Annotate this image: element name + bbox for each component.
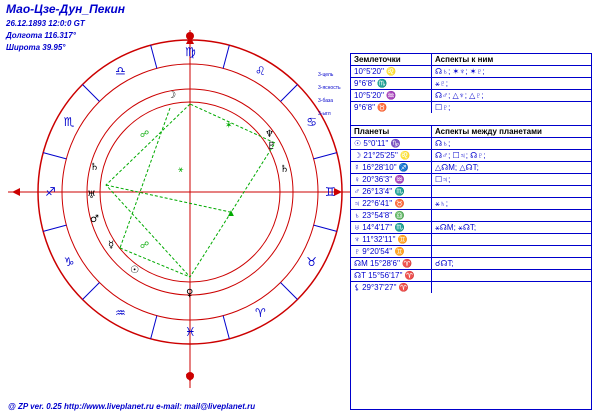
table-row: ♄ 23°54'8'' ♎ — [351, 209, 591, 221]
planets-header: Планеты Аспекты между планетами — [351, 125, 591, 137]
table-row: 9°6'8'' ♏ ⚹♇; — [351, 77, 591, 89]
svg-text:☽: ☽ — [167, 90, 176, 101]
zodiac-glyph: ♐ — [45, 185, 56, 199]
svg-text:☉: ☉ — [130, 265, 139, 276]
footer-text: @ ZP ver. 0.25 http://www.liveplanet.ru e-mail: mail@liveplanet.ru — [8, 402, 256, 411]
wheel-label: 3-ыгл — [318, 111, 331, 117]
svg-text:▲: ▲ — [226, 208, 236, 219]
table-row: ♇ 9°20'54'' ♊ — [351, 245, 591, 257]
zodiac-glyph: ♋ — [306, 115, 318, 129]
zodiac-glyph: ♒ — [115, 306, 126, 321]
longitude-text: Долгота 116.317° — [6, 31, 76, 40]
svg-text:☍: ☍ — [140, 129, 150, 139]
svg-text:♅: ♅ — [87, 190, 96, 201]
wheel-label: 3-цель — [318, 72, 334, 78]
earth-points-header: Землеточки Аспекты к ним — [351, 53, 591, 65]
table-row: ♃ 22°6'41'' ♉ ⚹♄; — [351, 197, 591, 209]
zodiac-glyph: ♑ — [63, 255, 75, 269]
asc-arrow-icon — [12, 188, 20, 196]
zodiac-glyph: ♊ — [325, 185, 336, 199]
aspect-tables — [350, 53, 592, 410]
table-row: ♂ 26°13'4'' ♏ — [351, 185, 591, 197]
table-row: ♀ 20°36'3'' ♒ ☐♃; — [351, 173, 591, 185]
zodiac-glyph: ♓ — [185, 325, 196, 339]
zodiac-glyph: ♉ — [306, 255, 318, 269]
table-row: ⚸ 29°37'27'' ♈ — [351, 281, 591, 293]
chart-title: Мао-Цзе-Дун_Пекин — [6, 2, 126, 16]
wheel-label: 3-база — [318, 98, 333, 104]
zodiac-glyph: ♎ — [115, 63, 126, 78]
svg-text:⚹: ⚹ — [178, 164, 184, 174]
table-row: ♆ 11°32'11'' ♊ — [351, 233, 591, 245]
zodiac-glyph: ♏ — [63, 115, 75, 129]
latitude-text: Широта 39.95° — [6, 43, 66, 52]
svg-text:☍: ☍ — [140, 240, 150, 250]
table-row: ☊M 15°28'6'' ♈ ☌☊T; — [351, 257, 591, 269]
table-row: 10°5'20'' ♒ ☊♂; △♆; △♇; — [351, 89, 591, 101]
table-row: ♅ 14°4'17'' ♏ ⚹☊M; ⚹☊T; — [351, 221, 591, 233]
svg-text:♀: ♀ — [186, 288, 194, 299]
table-row: ☽ 21°25'25'' ♌ ☊♂; ☐♃; ☊♇; — [351, 149, 591, 161]
svg-text:✶: ✶ — [225, 120, 233, 130]
svg-text:☿: ☿ — [108, 240, 115, 251]
table-row: ☿ 16°28'10'' ♐ △☊M; △☊T; — [351, 161, 591, 173]
zodiac-glyph: ♌ — [255, 63, 266, 78]
wheel-label: 3-ясность — [318, 85, 341, 91]
svg-text:♇: ♇ — [267, 141, 276, 152]
table-row: 10°5'20'' ♌ ☊♄; ✶♆; ✶♇; — [351, 65, 591, 77]
table-row: ☊T 15°56'17'' ♈ — [351, 269, 591, 281]
svg-text:♄: ♄ — [280, 164, 289, 175]
datetime-text: 26.12.1893 12:0:0 GT — [6, 19, 85, 28]
svg-text:♆: ♆ — [265, 129, 274, 140]
table-row: 9°6'8'' ♉ ☐♇; — [351, 101, 591, 113]
zodiac-glyph: ♍ — [185, 45, 196, 59]
zodiac-glyph: ♈ — [255, 306, 266, 321]
svg-text:♄: ♄ — [90, 162, 99, 173]
svg-text:♂: ♂ — [90, 214, 99, 225]
table-row: ☉ 5°0'11'' ♑ ☊♄; — [351, 137, 591, 149]
